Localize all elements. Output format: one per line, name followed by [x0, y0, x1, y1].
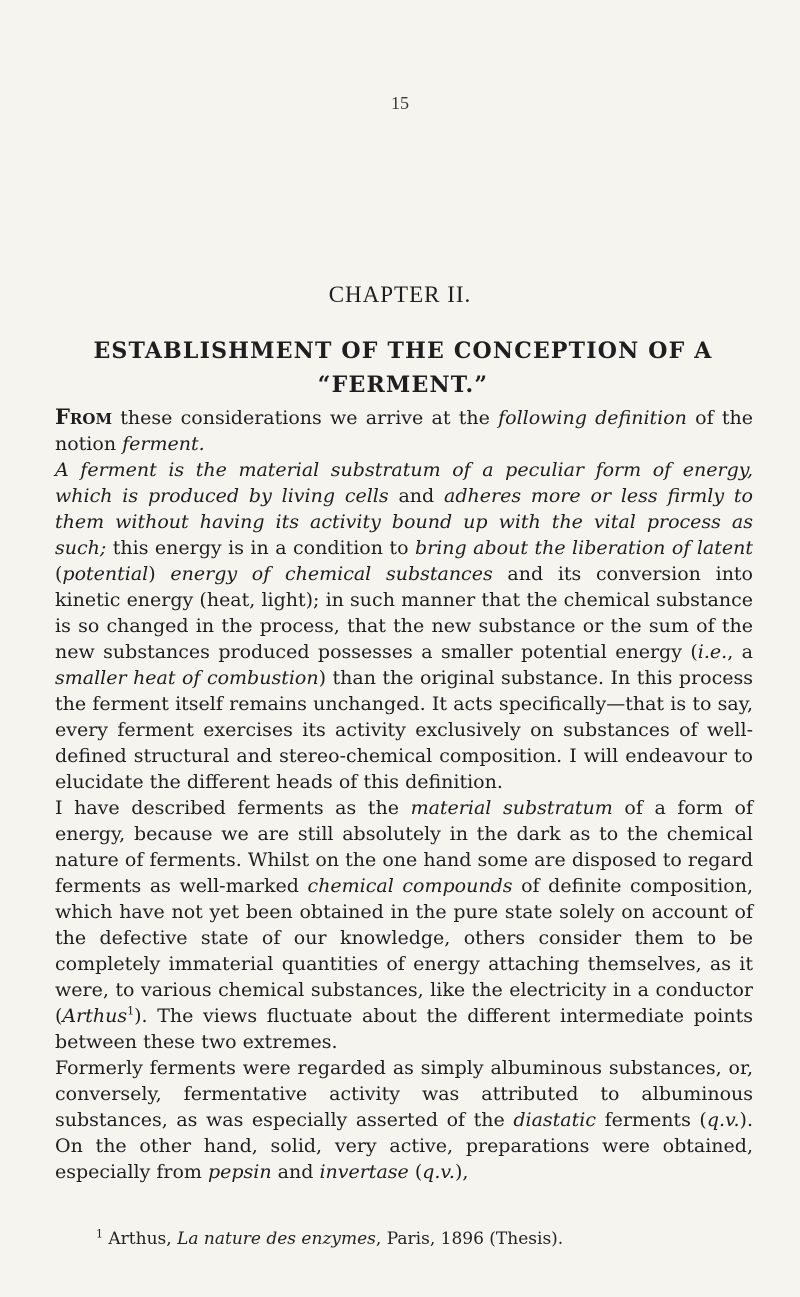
paragraph: I have described ferments as the material substratum of a form of energy, because we are still absolutely in the dark as to the chemical nature of ferments. Whilst on the one hand some are disposed to regard ferments as well-marked chemical compounds of definite composition, which have not yet been obtained in the pure state solely on account of the defective state of our knowledge, others consider them to be completely immaterial quantities of energy attaching themselves, as it were, to various chemical substances, like the electricity in a conductor (Arthus$^1$). The views fluctuate about the different intermediate points between these two extremes. — [55, 797, 754, 1053]
page-number: 15 — [391, 93, 409, 113]
chapter-title: ESTABLISHMENT OF THE CONCEPTION OF A “FERMENT.” — [93, 338, 713, 398]
body-text — [55, 404, 753, 1185]
text-run: potential — [62, 563, 149, 585]
text-run: bring about the liberation of latent — [414, 537, 753, 559]
text-run: following definition — [498, 407, 687, 429]
text-run: diastatic — [513, 1109, 596, 1131]
text-run: smaller heat of combustion — [55, 667, 319, 689]
text-run: 1 — [127, 1004, 135, 1018]
footnote: $^1$ Arthus, La nature des enzymes, Paris, 1896 (Thesis). — [96, 1227, 564, 1249]
text-run: chemical compounds — [307, 875, 513, 897]
text-run: A ferment is the material substratum of a peculiar form of energy, — [55, 459, 753, 481]
chapter-heading: CHAPTER II. — [328, 282, 472, 307]
text-run: q.v. — [422, 1161, 455, 1183]
text-run: pepsin — [207, 1161, 272, 1183]
paragraph: Formerly ferments were regarded as simply albuminous substances, or, conversely, fermentative activity was attributed to albuminous substances, as was especially asserted of the diastatic ferments (q.v.). On the other hand, solid, very active, preparations were obtained, especially from pepsin and invertase (q.v.), — [55, 1057, 753, 1183]
text-run: adheres more or less firmly to them without having its activity bound up with the vital process as such; — [55, 485, 753, 559]
text-run: From — [55, 404, 113, 429]
text-run: Arthus — [62, 1005, 128, 1027]
text-run: ferment. — [122, 433, 205, 455]
paragraph: A ferment is the material substratum of a peculiar form of energy, which is produced by living cells and adheres more or less firmly to them without having its activity bound up with the vital process as such; this energy is in a condition to bring about the liberation of latent (potential) energy of chemical substances and its conversion into kinetic energy (heat, light); in such manner that the chemical substance is so changed in the process, that the new substance or the sum of the new substances produced possesses a smaller potential energy (i.e., a smaller heat of combustion) than the original substance. In this process the ferment itself remains unchanged. It acts specifically—that is to say, every ferment exercises its activity exclusively on substances of well-defined structural and stereo-chemical composition. I will endeavour to elucidate the different heads of this definition. — [55, 459, 753, 793]
text-run: La nature des enzymes — [177, 1229, 376, 1249]
text-run: material substratum — [410, 797, 613, 819]
text-run: energy of chemical substances — [170, 563, 493, 585]
text-run: invertase — [319, 1161, 409, 1183]
text-run: which is produced by living cells — [55, 485, 389, 507]
text-run: q.v. — [706, 1109, 740, 1131]
paragraph: From these considerations we arrive at the following definition of the notion ferment. — [55, 404, 753, 455]
text-run: i.e. — [697, 641, 728, 663]
text-run: 1 — [96, 1227, 103, 1241]
